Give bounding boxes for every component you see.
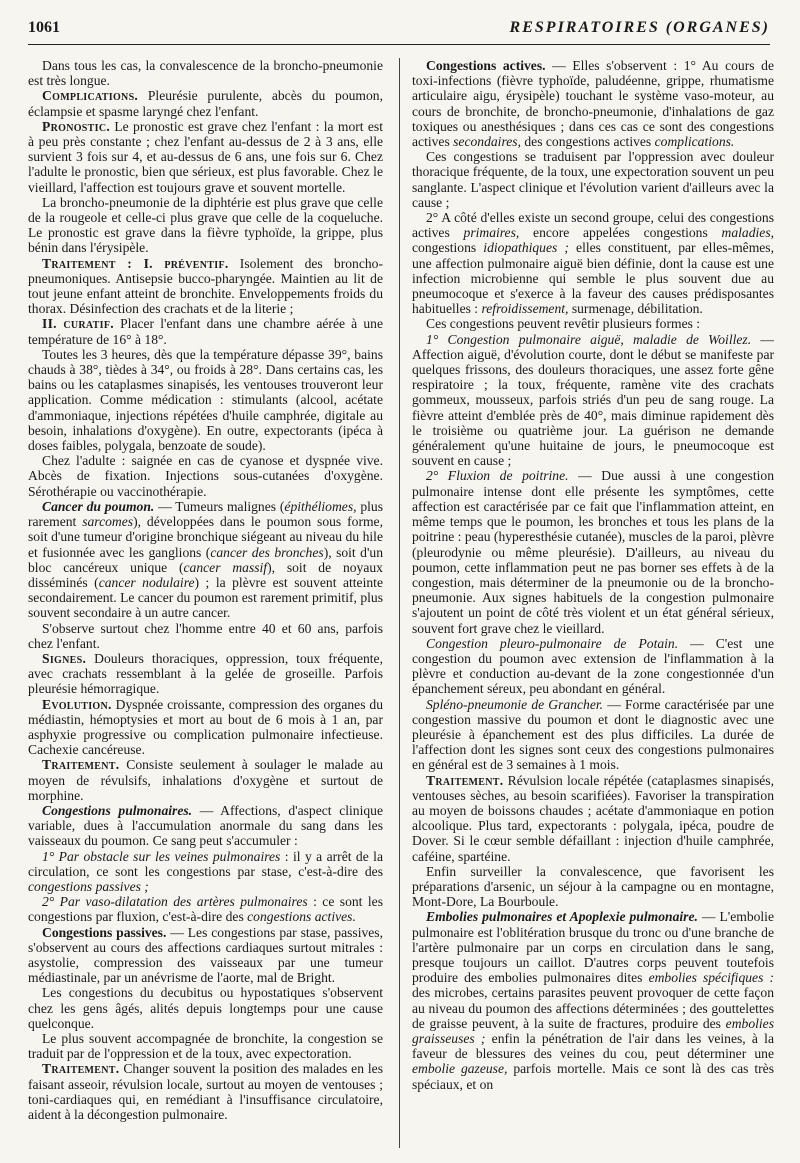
- paragraph: 2° Par vaso-dilatation des artères pulmonaires : ce sont les congestions par fluxion, c'est-à-dire des congestions actives.: [28, 894, 383, 925]
- paragraph: Chez l'adulte : saignée en cas de cyanose et dyspnée vive. Abcès de fixation. Injections sous-cutanées d'oxygène. Sérothérapie ou vaccinothérapie.: [28, 453, 383, 499]
- entry-heading: Embolies pulmonaires et Apoplexie pulmonaire.: [426, 909, 698, 925]
- section-heading: II. curatif.: [42, 316, 114, 332]
- right-column: [412, 58, 774, 1153]
- paragraph: Ces congestions peuvent revêtir plusieurs formes :: [426, 316, 701, 332]
- paragraph: Evolution. Dyspnée croissante, compression des organes du médiastin, hémoptysies et mort au bout de 6 mois à 1 an, par asphyxie progressive ou complication pulmonaire infectieuse. Cachexie cancéreuse.: [28, 696, 383, 758]
- paragraph: II. curatif. Placer l'enfant dans une chambre aérée à une température de 16° à 18°.: [28, 316, 383, 347]
- section-heading: Pronostic.: [42, 118, 111, 134]
- page-header: [28, 18, 770, 45]
- entry-heading: Congestions passives.: [42, 924, 167, 940]
- entry-heading: Cancer du poumon.: [42, 498, 155, 514]
- paragraph: Le plus souvent accompagnée de bronchite, la congestion se traduit par de l'oppression et de la toux, avec expectoration.: [28, 1031, 383, 1062]
- paragraph: Traitement. Révulsion locale répétée (cataplasmes sinapisés, ventouses sèches, au besoin scarifiées). Favoriser la transpiration au moyen de boissons chaudes ; acétate d'ammoniaque en potion alcoolique. Plus tard, expectorants : polygala, ipéca, poudre de Dover. Si le cœur semble défaillant : injection d'huile camphrée, caféine, spartéine.: [412, 772, 774, 864]
- section-heading: Evolution.: [42, 696, 112, 712]
- entry-subheading: Spléno-pneumonie de Grancher.: [426, 696, 604, 712]
- entry-heading: Congestions actives.: [426, 58, 546, 73]
- paragraph: Traitement. Consiste seulement à soulager le malade au moyen de révulsifs, inhalations d'oxygène et surtout de morphine.: [28, 757, 383, 803]
- entry-subheading: 1° Congestion pulmonaire aiguë, maladie de Woillez.: [426, 331, 752, 347]
- paragraph: S'observe surtout chez l'homme entre 40 et 60 ans, parfois chez l'enfant.: [28, 620, 383, 651]
- entry-heading: Congestions pulmonaires.: [42, 802, 193, 818]
- paragraph: Complications. Pleurésie purulente, abcès du poumon, éclampsie et spasme laryngé chez l'enfant.: [28, 88, 383, 119]
- left-column: [28, 58, 383, 1153]
- section-heading: Signes.: [42, 650, 87, 666]
- paragraph: Signes. Douleurs thoraciques, oppression, toux fréquente, avec crachats ressemblant à la gelée de groseille. Parfois pleurésie hémorragique.: [28, 650, 383, 697]
- paragraph: Embolies pulmonaires et Apoplexie pulmonaire. — L'embolie pulmonaire est l'oblitération brusque du tronc ou d'une branche de l'artère pulmonaire par un corps en circulation dans le sang, presque toujours un caillot. D'autres corps peuvent toutefois produire des embolies pulmonaires dites embolies spécifiques : des microbes, certains parasites peuvent provoquer de cette façon au niveau du poumon des affections déterminées ; des gouttelettes de graisse peuvent, à la suite de fractures, produire des embolies graisseuses ; enfin la pénétration de l'air dans les veines, à la faveur de blessures des veines du cou, peut déterminer une embolie gazeuse, parfois mortelle. Mais ce sont là des cas très spéciaux, et on: [412, 909, 774, 1092]
- section-heading: Complications.: [42, 88, 139, 104]
- paragraph: Congestions pulmonaires. — Affections, d'aspect clinique variable, dues à l'accumulation anormale du sang dans les vaisseaux du poumon. Ce sang peut s'accumuler :: [28, 802, 383, 849]
- section-heading: Traitement : I. préventif.: [42, 255, 229, 271]
- paragraph: Cancer du poumon. — Tumeurs malignes (épithéliomes, plus rarement sarcomes), développées dans le poumon sous forme, soit d'une tumeur d'origine bronchique siégeant au niveau du hile et fusionnée avec les ganglions (cancer des bronches), soit d'un bloc cancéreux unique (cancer massif), soit de noyaux disséminés (cancer nodulaire) ; la plèvre est souvent atteinte secondairement. Le cancer du poumon est rarement primitif, plus souvent secondaire à un autre cancer.: [28, 498, 383, 621]
- paragraph: 2° Fluxion de poitrine. — Due aussi à une congestion pulmonaire intense dont elle présente les symptômes, cette affection est caractérisée par ce fait que l'inflammation atteint, en même temps que le poumon, les bronches et tous les plans de la poitrine : peau (hyperesthésie cutanée), muscles de la paroi, plèvre (pleurodynie ou même pleurésie). D'ailleurs, au niveau du poumon, cette inflammation peut ne pas borner ses effets à de la congestion, mais déterminer de la pneumonie ou de la broncho-pneumonie. Aux signes habituels de la congestion pulmonaire s'ajoutent un point de côté très violent et un état général sérieux, souvent fort grave chez le vieillard.: [412, 468, 774, 636]
- paragraph: Traitement. Changer souvent la position des malades en les faisant asseoir, révulsion locale, surtout au moyen de ventouses ; toni-cardiaques qui, en remédiant à l'insuffisance circulatoire, aident à la décongestion pulmonaire.: [28, 1061, 383, 1123]
- paragraph: Traitement : I. préventif. Isolement des broncho-pneumoniques. Antisepsie bucco-pharyngée. Maintien au lit de tout jeune enfant atteint de bronchite. Enveloppements froids du thorax. Désinfection des crachats et de la literie ;: [28, 255, 383, 317]
- paragraph: Congestions actives. — Elles s'observent : 1° Au cours de toxi-infections (fièvre typhoïde, paludéenne, grippe, rhumatisme articulaire aigu, érysipèle) touchant le système vaso-moteur, au cours de bronchite, de broncho-pneumonie, d'inhalations de gaz toxiques ou anesthésiques ; dans ces cas ce sont des congestions actives secondaires, des congestions actives complications.: [412, 58, 774, 150]
- paragraph: 2° A côté d'elles existe un second groupe, celui des congestions actives primaires, encore appelées congestions maladies, congestions idiopathiques ; elles constituent, par elles-mêmes, une affection pulmonaire aiguë bien définie, dont la cause est une infection microbienne qui semble le plus souvent due au pneumocoque et s'exerce à la faveur des causes prédisposantes habituelles : refroidissement, surmenage, débilitation.: [412, 210, 774, 317]
- paragraph: Toutes les 3 heures, dès que la température dépasse 39°, bains chauds à 38°, tièdes à 34°, ou froids à 28°. Dans certains cas, les bains ou les cataplasmes sinapisés, les ventouses trouveront leur application. Comme médication : stimulants (alcool, acétate d'ammoniaque, injections répétées d'huile camphrée, digitale au besoin, inhalations d'oxygène). En outre, expectorants (ipéca à doses faibles, polygala, benzoate de soude).: [28, 346, 383, 454]
- section-heading: Traitement.: [426, 772, 504, 788]
- paragraph: Pronostic. Le pronostic est grave chez l'enfant : la mort est à peu près constante ; chez l'enfant au-dessus de 2 à 3 ans, elle survient 3 fois sur 4, et au-dessus de 6 ans, une fois sur 6. Chez l'adulte le pronostic, bien que sérieux, est plus favorable. Chez le vieillard, l'affection est toujours grave et souvent mortelle.: [28, 118, 383, 195]
- section-heading: Traitement.: [42, 757, 120, 773]
- paragraph: Spléno-pneumonie de Grancher. — Forme caractérisée par une congestion massive du poumon et dont le diagnostic avec une pleurésie à épanchement est des plus difficiles. La durée de l'affection dont les signes sont ceux des congestions pulmonaires en général est de 3 semaines à 1 mois.: [412, 696, 774, 773]
- column-divider: [399, 58, 400, 1148]
- paragraph: La broncho-pneumonie de la diphtérie est plus grave que celle de la rougeole et celle-ci plus grave que celle de la coqueluche. Le pronostic est grave dans la fièvre typhoïde, la grippe, plus bénin dans l'érysipèle.: [28, 194, 383, 256]
- paragraph: 1° Par obstacle sur les veines pulmonaires : il y a arrêt de la circulation, ce sont les congestions par stase, c'est-à-dire des congestions passives ;: [28, 848, 383, 894]
- paragraph: Congestion pleuro-pulmonaire de Potain. — C'est une congestion du poumon avec extension de l'inflammation à la plèvre et conduction au-devant de la zone congestionnée d'un épanchement séreux, peu abondant en général.: [412, 635, 774, 697]
- paragraph: Congestions passives. — Les congestions par stase, passives, s'observent au cours des affections cardiaques surtout mitrales : asystolie, compression des vaisseaux par une tumeur médiastinale, par un anévrisme de l'aorte, mal de Bright.: [28, 924, 383, 986]
- section-heading: Traitement.: [42, 1061, 120, 1077]
- paragraph: 1° Congestion pulmonaire aiguë, maladie de Woillez. — Affection aiguë, d'évolution courte, dont le début se manifeste par quelques frissons, des douleurs thoraciques, une assez forte gêne respiratoire ; la toux, fréquente, ramène vite des crachats gommeux, mousseux, parfois striés d'un peu de sang rouge. La fièvre atteint d'emblée près de 40°, mais diminue rapidement dès le troisième ou quatrième jour. La guérison ne demande généralement qu'une huitaine de jours, le pneumocoque est souvent en cause ;: [412, 331, 774, 469]
- entry-subheading: Congestion pleuro-pulmonaire de Potain.: [426, 635, 679, 651]
- paragraph: Ces congestions se traduisent par l'oppression avec douleur thoracique fréquente, de la toux, une expectoration souvent un peu sanglante. L'aspect clinique et l'évolution varient d'ailleurs avec la cause ;: [412, 149, 774, 210]
- paragraph: Dans tous les cas, la convalescence de la broncho-pneumonie est très longue.: [28, 58, 383, 89]
- page-number: 1061: [28, 19, 60, 36]
- entry-subheading: 2° Fluxion de poitrine.: [426, 468, 569, 484]
- running-title: RESPIRATOIRES (ORGANES): [509, 19, 770, 36]
- paragraph: Les congestions du decubitus ou hypostatiques s'observent chez les gens âgés, alités depuis longtemps pour une cause quelconque.: [28, 985, 383, 1031]
- paragraph: Enfin surveiller la convalescence, que favorisent les préparations d'arsenic, un séjour à la campagne ou en montagne, Mont-Dore, La Bourboule.: [412, 863, 774, 910]
